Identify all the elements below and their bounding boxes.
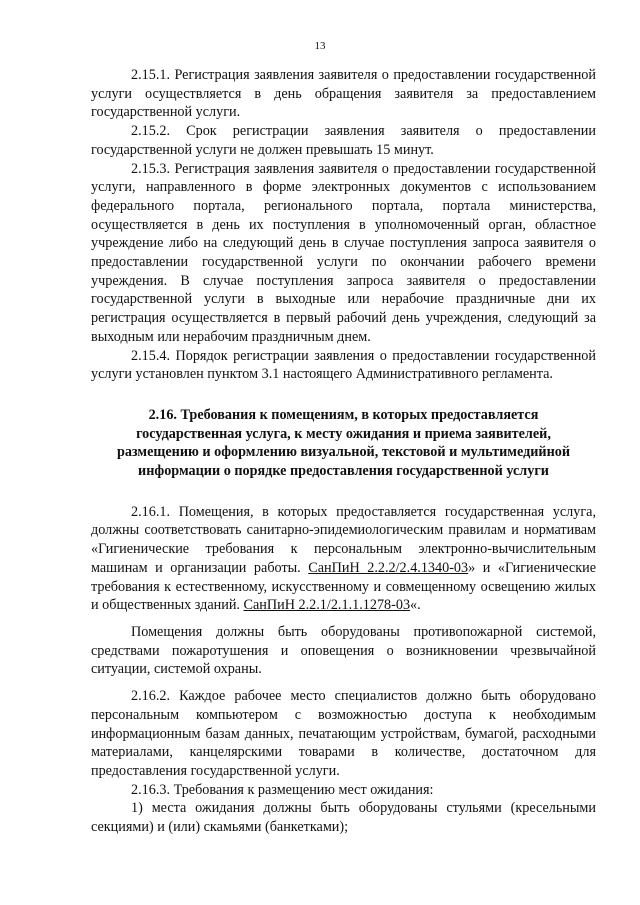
paragraph-2-16-1: [91, 503, 596, 615]
sanpin-reference-1[interactable]: СанПиН 2.2.2/2.4.1340-03: [308, 559, 469, 576]
paragraph-2-15-3: 2.15.3. Регистрация заявления заявителя о предоставлении государственной услуги, направленного в форме электронных документов с использованием федерального портала, регионального портала, портала министерства, осуществляется в день их поступления в уполномоченный орган, областное учреждение либо на следующий день в случае поступления запроса заявителя о предоставлении государственной услуги по окончании рабочего времени учреждения. В случае поступления запроса заявителя о предоставлении государственной услуги в выходные или нерабочие праздничные дни их регистрация осуществляется в первый рабочий день учреждения, следующий за выходным или нерабочим праздничным днем.: [91, 160, 596, 345]
paragraph-2-15-4: 2.15.4. Порядок регистрации заявления о предоставлении государственной услуги установлен пунктом 3.1 настоящего Административного регламента.: [91, 347, 596, 383]
paragraph-2-16-2: 2.16.2. Каждое рабочее место специалистов должно быть оборудовано персональным компьютером с возможностью доступа к необходимым информационным базам данных, печатающим устройствам, бумагой, расходными материалами, канцелярскими товарами в количестве, достаточном для предоставления государственной услуги.: [91, 688, 596, 779]
paragraph-2-15-1: 2.15.1. Регистрация заявления заявителя о предоставлении государственной услуги осуществляется в день обращения заявителя за предоставлением государственной услуги.: [91, 67, 596, 121]
paragraph-2-16-3: 2.16.3. Требования к размещению мест ожидания:: [131, 781, 434, 798]
paragraph-premises-equipment: Помещения должны быть оборудованы противопожарной системой, средствами пожаротушения и оповещения о возникновении чрезвычайной ситуации, системой охраны.: [91, 623, 596, 678]
paragraph-2-16-1-text-a: 2.16.1. Помещения, в которых предоставляется государственная услуга, должны соответствовать санитарно-эпидемиологическим правилам и нормативам «Гигиенические требования к персональным электронно-вычислительным машинам и организации работы.: [91, 503, 596, 576]
document-body: [91, 66, 596, 837]
page-number: 13: [314, 40, 326, 52]
section-heading-2-16: 2.16. Требования к помещениям, в которых предоставляется государственная услуга, к месту ожидания и приема заявителей, размещению и оформлению визуальной, текстовой и мультимедийной информации о порядке предоставления государственной услуги: [116, 406, 571, 480]
paragraph-2-16-1-text-b: » и «Гигиенические требования к естественному, искусственному и совмещенному освещению жилых и общественных зданий.: [91, 559, 596, 614]
paragraph-2-15-2: 2.15.2. Срок регистрации заявления заявителя о предоставлении государственной услуги не должен превышать 15 минут.: [91, 123, 596, 158]
paragraph-waiting-places-1: 1) места ожидания должны быть оборудованы стульями (кресельными секциями) и (или) скамьями (банкетками);: [91, 800, 596, 836]
paragraph-2-16-1-text-c: «.: [410, 597, 421, 614]
sanpin-reference-2[interactable]: СанПиН 2.2.1/2.1.1.1278-03: [243, 597, 411, 614]
